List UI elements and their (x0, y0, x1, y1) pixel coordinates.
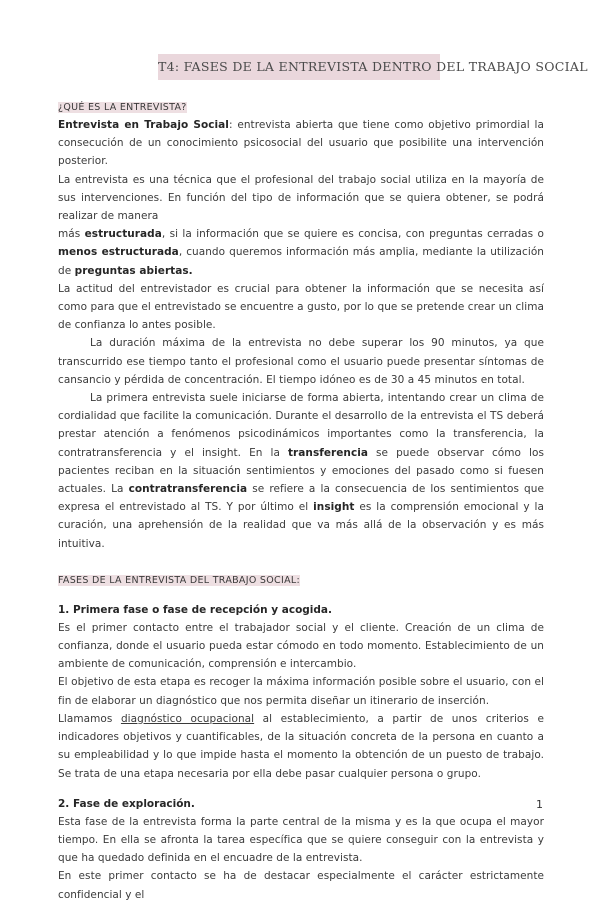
bold-term: preguntas abiertas. (74, 264, 193, 277)
bold-term: menos estructurada (58, 246, 179, 259)
bold-term: Entrevista en Trabajo Social (58, 119, 229, 131)
paragraph: La duración máxima de la entrevista no debe superar los 90 minutos, ya que transcurrido ese tiempo tanto el profesional como el usuario puede presentar síntomas de cansancio y pérdida de concentración. El tiempo idóneo es de 30 a 45 minutos en total. (58, 337, 544, 386)
paragraph (58, 225, 544, 280)
text-run: se puede observar cómo los pacientes reciban en la situación sentimientos y emociones del pasado como si fuesen actuales. La (58, 446, 545, 496)
paragraph: La actitud del entrevistador es crucial para obtener la información que se necesita así como para que el entrevistado se encuentre a gusto, por lo que se pretende crear un clima de confianza lo antes posible. (58, 282, 544, 332)
paragraph: La entrevista es una técnica que el profesional del trabajo social utiliza en la mayoría de sus intervenciones. En función del tipo de información que se quiera obtener, se podrá realizar de manera (58, 173, 544, 223)
paragraph (58, 389, 544, 553)
page-number: 1 (536, 798, 543, 811)
text-run: más (58, 228, 85, 241)
text-run: La primera entrevista suele iniciarse de forma abierta, intentando crear un clima de cordialidad que facilite la comunicación. Durante el desarrollo de la entrevista el TS deberá prestar atención a fenómenos psicodinámicos importantes como la transferencia, la contratransferencia y el insight. En la (58, 392, 544, 459)
text-run: , si la información que se quiere es concisa, con preguntas cerradas o (161, 228, 544, 241)
page-title: T4: FASES DE LA ENTREVISTA DENTRO DEL TRABAJO SOCIAL (158, 54, 440, 80)
section-heading: FASES DE LA ENTREVISTA DEL TRABAJO SOCIAL: (58, 574, 300, 586)
bold-term: estructurada (84, 228, 162, 241)
paragraph (58, 710, 544, 783)
phase-title: 2. Fase de exploración. (58, 797, 195, 810)
phase-title: 1. Primera fase o fase de recepción y acogida. (58, 603, 332, 616)
paragraph (58, 116, 544, 171)
text-run: al establecimiento, a partir de unos criterios e indicadores objetivos y cuantificables, de la situación concreta de la persona en cuanto a su empleabilidad y lo que impide hasta el momento la obtención de un puesto de trabajo. Se trata de una etapa necesaria por ella debe pasar cualquier persona o grupo. (58, 712, 544, 780)
bold-term: insight (313, 501, 355, 514)
paragraph: Esta fase de la entrevista forma la parte central de la misma y es la que ocupa el mayor tiempo. En ella se afronta la tarea específica que se quiere conseguir con la entrevista y que ha quedado definida en el encuadre de la entrevista. (58, 815, 544, 865)
text-run: : entrevista abierta que tiene como objetivo primordial la consecución de un conocimiento psicosocial del usuario que posibilite una intervención posterior. (58, 119, 544, 168)
bold-term: transferencia (287, 446, 369, 459)
bold-term: contratransferencia (128, 483, 248, 496)
text-run: Llamamos (58, 712, 121, 725)
paragraph: Es el primer contacto entre el trabajador social y el cliente. Creación de un clima de confianza, donde el usuario pueda estar cómodo en todo momento. Establecimiento de un ambiente de comunicación, comprensión e intercambio. (58, 621, 544, 671)
text-run: se refiere a la consecuencia de los sentimientos que expresa el entrevistado al TS. Y por último el (58, 483, 544, 514)
paragraph: En este primer contacto se ha de destacar especialmente el carácter estrictamente confidencial y el (58, 870, 544, 901)
underlined-term: diagnóstico ocupacional (120, 712, 255, 725)
text-run: , cuando queremos información más amplia, mediante la utilización de (58, 246, 544, 277)
section-heading: ¿QUÉ ES LA ENTREVISTA? (58, 102, 187, 113)
text-run: es la comprensión emocional y la curación, una aprehensión de la realidad que va más allá de la observación y es más intuitiva. (58, 501, 544, 550)
paragraph: El objetivo de esta etapa es recoger la máxima información posible sobre el usuario, con el fin de elaborar un diagnóstico que nos permita diseñar un itinerario de inserción. (58, 676, 544, 707)
document-body (58, 98, 544, 904)
